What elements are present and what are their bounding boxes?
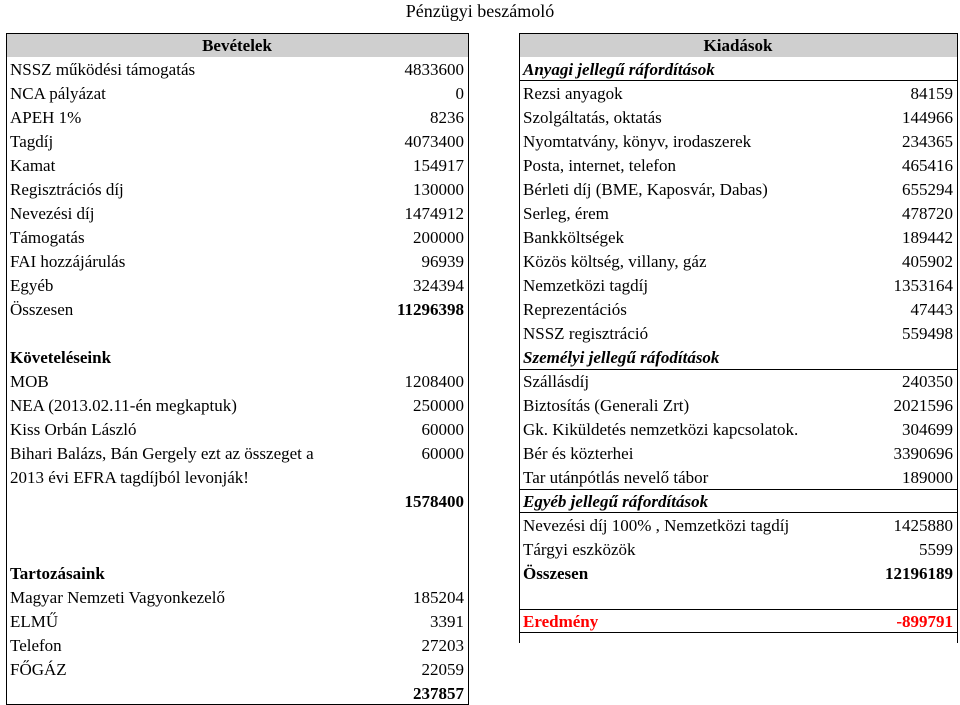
receivable-row-value: 250000 — [413, 395, 464, 415]
material-expense-row-value: 189442 — [902, 227, 953, 247]
personal-expense-row-value: 3390696 — [893, 443, 953, 463]
income-header-label: Bevételek — [202, 35, 272, 55]
other-expense-row-value: 5599 — [919, 539, 953, 559]
personal-expense-row-label: Szállásdíj — [523, 371, 590, 391]
receivable-row-label: MOB — [10, 371, 49, 391]
personal-expense-row-label: Gk. Kiküldetés nemzetközi kapcsolatok. — [523, 419, 799, 439]
debt-row-label: Telefon — [10, 635, 62, 655]
income-row-value: 8236 — [430, 107, 464, 127]
material-expense-row-value: 655294 — [902, 179, 953, 199]
other-rule — [519, 512, 958, 513]
debts-total-row — [6, 681, 468, 705]
income-row-value: 1474912 — [404, 203, 464, 223]
income-row-value: 4833600 — [404, 59, 464, 79]
income-row-value: 96939 — [421, 251, 464, 271]
debt-row-value: 27203 — [421, 635, 464, 655]
income-header — [6, 33, 468, 57]
personal-expense-row-value: 189000 — [902, 467, 953, 487]
receivable-row-label: 2013 évi EFRA tagdíjból levonják! — [10, 467, 249, 487]
income-row-label: NCA pályázat — [10, 83, 106, 103]
material-expense-row-label: Nemzetközi tagdíj — [523, 275, 649, 295]
expenses-total-value: 12196189 — [885, 563, 953, 583]
personal-expense-row-label: Tar utánpótlás nevelő tábor — [523, 467, 709, 487]
material-expense-row-value: 47443 — [910, 299, 953, 319]
material-expense-row — [519, 153, 957, 177]
income-row-value: 0 — [455, 83, 464, 103]
material-expense-row — [519, 321, 957, 345]
material-expense-row — [519, 105, 957, 129]
income-total-value: 11296398 — [396, 299, 464, 319]
debts-header-label: Tartozásaink — [10, 563, 105, 583]
debt-row — [6, 609, 468, 633]
other-expense-row — [519, 513, 957, 537]
receivable-row-label: Kiss Orbán László — [10, 419, 137, 439]
personal-expense-row-label: Bér és közterhei — [523, 443, 634, 463]
debt-row-value: 185204 — [413, 587, 464, 607]
personal-expense-row-label: Biztosítás (Generali Zrt) — [523, 395, 690, 415]
material-header-label: Anyagi jellegű ráfordítások — [523, 59, 715, 79]
receivable-row-value: 60000 — [421, 443, 464, 463]
personal-rule — [519, 369, 958, 370]
debts-total-value: 237857 — [413, 683, 464, 703]
left-column — [6, 33, 468, 705]
left-border — [6, 33, 7, 705]
material-expense-row-label: Közös költség, villany, gáz — [523, 251, 707, 271]
receivable-row-label: Bihari Balázs, Bán Gergely ezt az összeget a — [10, 443, 314, 463]
material-expense-row — [519, 201, 957, 225]
personal-header-label: Személyi jellegű ráfodítások — [523, 347, 720, 367]
debts-header — [6, 561, 468, 585]
debt-row-label: FŐGÁZ — [10, 659, 67, 679]
debt-row-label: Magyar Nemzeti Vagyonkezelő — [10, 587, 225, 607]
income-row — [6, 249, 468, 273]
right-column — [519, 33, 957, 643]
material-expense-row-label: Szolgáltatás, oktatás — [523, 107, 662, 127]
receivable-row — [6, 369, 468, 393]
receivable-row-value: 1208400 — [404, 371, 464, 391]
other-expense-row-label: Nevezési díj 100% , Nemzetközi tagdíj — [523, 515, 790, 535]
result-row — [519, 609, 957, 633]
right-top-rule — [519, 33, 958, 34]
debt-row-label: ELMŰ — [10, 611, 59, 631]
income-row — [6, 273, 468, 297]
income-row-label: Támogatás — [10, 227, 85, 247]
debt-row — [6, 657, 468, 681]
personal-expense-row — [519, 417, 957, 441]
material-expense-row-label: Rezsi anyagok — [523, 83, 623, 103]
material-expense-row — [519, 297, 957, 321]
expenses-total-label: Összesen — [523, 563, 589, 583]
debt-row-value: 3391 — [430, 611, 464, 631]
personal-expense-row-value: 304699 — [902, 419, 953, 439]
income-row — [6, 201, 468, 225]
material-rule — [519, 80, 958, 81]
result-rule — [519, 632, 958, 633]
material-expense-row-label: Posta, internet, telefon — [523, 155, 676, 175]
personal-expense-row — [519, 369, 957, 393]
other-header — [519, 489, 957, 513]
material-expense-row — [519, 249, 957, 273]
receivable-row-label: NEA (2013.02.11-én megkaptuk) — [10, 395, 237, 415]
income-row-label: Kamat — [10, 155, 56, 175]
personal-expense-row — [519, 441, 957, 465]
expenses-header — [519, 33, 957, 57]
income-row — [6, 57, 468, 81]
income-row-label: APEH 1% — [10, 107, 82, 127]
material-expense-row — [519, 273, 957, 297]
income-row-value: 154917 — [413, 155, 464, 175]
material-expense-row — [519, 81, 957, 105]
debt-row-value: 22059 — [421, 659, 464, 679]
material-expense-row — [519, 225, 957, 249]
receivable-row — [6, 393, 468, 417]
income-row-label: Nevezési díj — [10, 203, 95, 223]
debt-row — [6, 585, 468, 609]
expenses-header-label: Kiadások — [703, 35, 773, 55]
other-expense-row — [519, 537, 957, 561]
income-row — [6, 177, 468, 201]
debt-row — [6, 633, 468, 657]
receivable-row-value: 60000 — [421, 419, 464, 439]
material-header — [519, 57, 957, 81]
receivables-total-row — [6, 489, 468, 513]
result-value: -899791 — [896, 611, 953, 631]
material-expense-row-value: 1353164 — [893, 275, 953, 295]
personal-expense-row — [519, 393, 957, 417]
right-border — [957, 33, 958, 643]
result-rule-top — [519, 609, 958, 610]
receivable-row — [6, 465, 468, 489]
income-row-value: 130000 — [413, 179, 464, 199]
income-row — [6, 129, 468, 153]
material-expense-row-label: Nyomtatvány, könyv, irodaszerek — [523, 131, 752, 151]
income-row-label: FAI hozzájárulás — [10, 251, 126, 271]
material-expense-row-label: Bankköltségek — [523, 227, 625, 247]
material-expense-row-label: NSSZ regisztráció — [523, 323, 649, 343]
other-header-label: Egyéb jellegű ráfordítások — [523, 491, 709, 511]
material-expense-row-label: Bérleti díj (BME, Kaposvár, Dabas) — [523, 179, 768, 199]
left-top-rule — [6, 33, 469, 34]
income-total-label: Összesen — [10, 299, 74, 319]
material-expense-row-value: 559498 — [902, 323, 953, 343]
material-expense-row-label: Reprezentációs — [523, 299, 627, 319]
income-row — [6, 225, 468, 249]
receivables-header — [6, 345, 468, 369]
income-total-row — [6, 297, 468, 321]
income-row-value: 200000 — [413, 227, 464, 247]
page-title: Pénzügyi beszámoló — [405, 1, 555, 21]
material-expense-row-value: 405902 — [902, 251, 953, 271]
right-inner-border — [519, 33, 520, 643]
income-row-value: 4073400 — [404, 131, 464, 151]
personal-expense-row-value: 2021596 — [893, 395, 953, 415]
receivable-row — [6, 417, 468, 441]
receivable-row — [6, 441, 468, 465]
material-expense-row-label: Serleg, érem — [523, 203, 609, 223]
other-rule-top — [519, 489, 958, 490]
material-expense-row — [519, 177, 957, 201]
result-label: Eredmény — [523, 611, 599, 631]
material-expense-row-value: 478720 — [902, 203, 953, 223]
income-row-value: 324394 — [413, 275, 464, 295]
material-expense-row-value: 84159 — [910, 83, 953, 103]
material-expense-row-value: 465416 — [902, 155, 953, 175]
income-row — [6, 81, 468, 105]
material-expense-row-value: 144966 — [902, 107, 953, 127]
other-expense-row-value: 1425880 — [893, 515, 953, 535]
personal-header — [519, 345, 957, 369]
receivables-total-value: 1578400 — [404, 491, 464, 511]
other-expense-row-label: Tárgyi eszközök — [523, 539, 636, 559]
income-row — [6, 153, 468, 177]
receivables-header-label: Követeléseink — [10, 347, 112, 367]
income-row-label: Egyéb — [10, 275, 54, 295]
income-row-label: Regisztrációs díj — [10, 179, 124, 199]
personal-expense-row-value: 240350 — [902, 371, 953, 391]
income-row-label: NSSZ működési támogatás — [10, 59, 196, 79]
material-expense-row — [519, 129, 957, 153]
income-row — [6, 105, 468, 129]
material-expense-row-value: 234365 — [902, 131, 953, 151]
left-inner-border — [468, 33, 469, 705]
personal-expense-row — [519, 465, 957, 489]
income-row-label: Tagdíj — [10, 131, 54, 151]
expenses-total-row — [519, 561, 957, 585]
